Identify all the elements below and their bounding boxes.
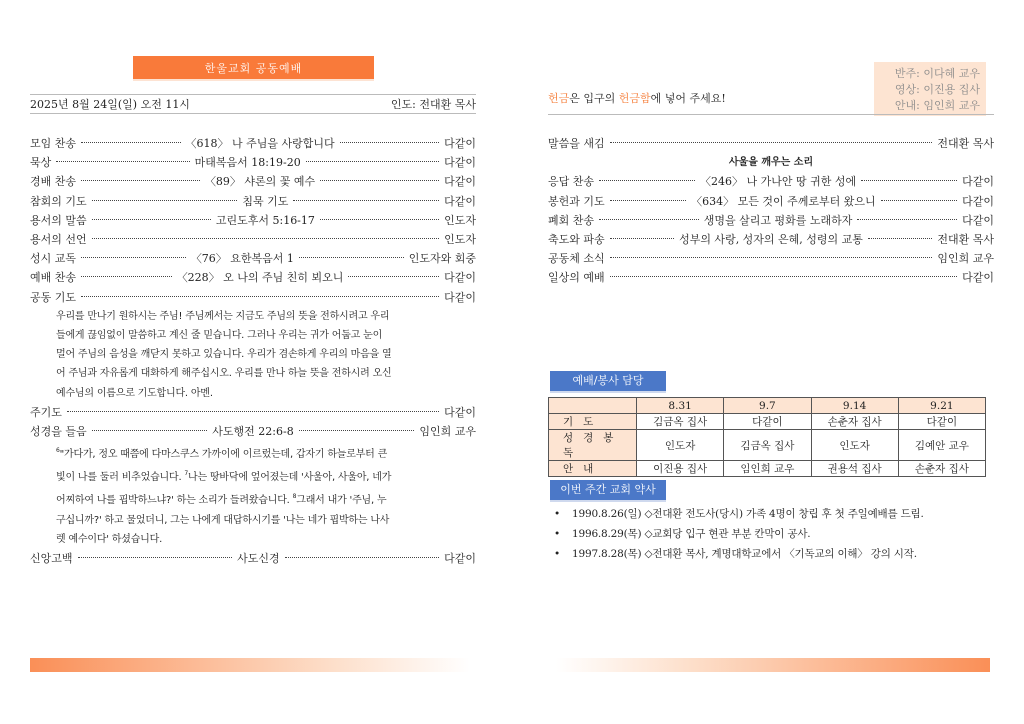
order-title: 용서의 말씀 (30, 213, 87, 227)
duty-cell: 김금옥 집사 (724, 430, 811, 461)
leader-dots (306, 161, 439, 162)
footer-bar-right (556, 658, 990, 672)
order-right: 다같이 (962, 271, 994, 285)
order-title: 공동체 소식 (548, 252, 605, 266)
history-item (554, 544, 990, 564)
duty-date: 9.7 (724, 398, 811, 414)
duty-row (549, 461, 986, 477)
role-line: 영상: 이진용 집사 (894, 83, 980, 96)
notice-text: 은 입구의 (569, 92, 619, 105)
order-item (30, 288, 476, 307)
duty-date: 9.21 (898, 398, 985, 414)
order-title: 모임 찬송 (30, 137, 77, 150)
service-date: 2025년 8월 24일(일) 오전 11시 (30, 98, 190, 111)
duty-cell: 인도자 (637, 430, 724, 461)
leader-dots (861, 180, 957, 181)
leader-dots (56, 161, 189, 162)
leader-dots (340, 142, 439, 143)
order-item (548, 230, 994, 249)
leader-dots (857, 219, 957, 220)
duty-row (549, 414, 986, 430)
prayer-line: 멀어 주님의 음성을 깨닫지 못하고 있습니다. 우리가 겸손하게 우리의 마음을 열 (56, 349, 392, 361)
leader-dots (610, 276, 957, 277)
leader-dots (320, 219, 439, 220)
order-center: 〈634〉 모든 것이 주께로부터 왔으니 (691, 194, 876, 208)
divider (548, 114, 994, 115)
duty-header-row (549, 398, 986, 414)
order-right: 다같이 (444, 405, 476, 419)
order-center: 〈618〉 나 주님을 사랑합니다 (185, 137, 335, 150)
leader-dots (78, 557, 233, 558)
leader-dots (92, 430, 208, 431)
scripture-line (56, 441, 476, 464)
order-center: 〈89〉 샤론의 꽃 예수 (204, 175, 316, 189)
order-center: 침묵 기도 (242, 194, 289, 208)
leader-dots (868, 238, 932, 239)
order-title: 폐회 찬송 (548, 213, 595, 227)
leader-dots (610, 257, 933, 258)
order-title: 성시 교독 (30, 252, 77, 266)
order-title: 신앙고백 (30, 552, 73, 566)
duty-cell: 다같이 (898, 414, 985, 430)
leader-dots (599, 180, 695, 181)
order-center: 〈246〉 나 가나안 땅 귀한 성에 (700, 175, 857, 189)
order-center: 성부의 사랑, 성자의 은혜, 성령의 교통 (679, 232, 863, 246)
order-title: 봉헌과 기도 (548, 194, 605, 208)
duty-role: 성경봉독 (549, 430, 637, 461)
prayer-line: 예수님의 이름으로 기도합니다. 아멘. (56, 387, 213, 399)
bullet: • (554, 548, 560, 560)
verse-number: 6 (56, 447, 60, 455)
order-item (30, 268, 476, 287)
notice-highlight: 헌금 (548, 92, 570, 105)
duty-row (549, 430, 986, 461)
leader-dots (81, 257, 186, 258)
scripture-line (56, 464, 476, 487)
order-item-sermon (548, 134, 994, 153)
order-center: 생명을 살리고 평화를 노래하자 (703, 213, 853, 227)
role-line: 안내: 임인희 교우 (894, 99, 980, 112)
order-center: 마태복음서 18:19-20 (194, 156, 301, 170)
order-title: 응답 찬송 (548, 175, 595, 189)
order-title: 경배 찬송 (30, 175, 77, 189)
verse-number: 7 (184, 470, 189, 478)
leader-dots (599, 219, 699, 220)
order-item-lords-prayer (30, 403, 476, 422)
verse-text: 빛이 나를 둘러 비추었습니다. (56, 472, 185, 484)
duty-cell: 임인희 교우 (724, 461, 811, 477)
order-item (548, 172, 994, 191)
worship-order-left (30, 134, 476, 568)
order-right: 인도자 (444, 213, 477, 227)
sermon-title: 사울을 깨우는 소리 (728, 157, 814, 169)
right-page (548, 0, 994, 724)
order-item (30, 192, 476, 211)
notice-highlight: 헌금함 (618, 92, 651, 105)
leader-dots (610, 238, 674, 239)
leader-dots (299, 257, 404, 258)
order-center: 〈228〉 오 나의 주님 친히 뵈오니 (176, 271, 344, 285)
history-text: 1997.8.28(목) ◇전대환 목사, 계명대학교에서 〈기독교의 이해〉 강의 시작. (572, 548, 917, 560)
service-roles (874, 62, 986, 116)
order-right: 다같이 (444, 194, 477, 208)
leader-dots (299, 430, 415, 431)
leader-dots (610, 200, 686, 201)
order-right: 임인희 교우 (937, 252, 994, 266)
order-right: 다같이 (444, 156, 477, 170)
history-section-tag: 이번 주간 교회 약사 (550, 480, 666, 500)
leader-dots (320, 180, 439, 181)
worship-order-right (548, 134, 994, 288)
order-right: 인도자 (444, 232, 476, 246)
duty-cell: 김예안 교우 (898, 430, 985, 461)
date-line (30, 94, 476, 114)
history-text: 1990.8.26(일) ◇전대환 전도사(당시) 가족 4명이 창립 후 첫 주일예배를 드림. (572, 508, 924, 520)
order-item-scripture (30, 422, 476, 441)
order-item (30, 249, 476, 268)
order-right: 다같이 (962, 194, 994, 208)
notice-text: 에 넣어 주세요! (650, 92, 726, 105)
order-right: 다같이 (962, 175, 994, 189)
leader-dots (92, 219, 211, 220)
leader-dots (293, 200, 439, 201)
bullet: • (554, 508, 560, 520)
duty-date: 8.31 (637, 398, 724, 414)
history-item (554, 524, 990, 544)
order-center: 고린도후서 5:16-17 (215, 213, 315, 227)
leader-dots (881, 200, 957, 201)
order-title: 예배 찬송 (30, 271, 77, 285)
leader-dots (348, 276, 439, 277)
worship-banner: 한울교회 공동예배 (133, 56, 374, 81)
verse-text: 그래서 내가 '주님, 누 (296, 495, 387, 507)
order-center: 사도행전 22:6-8 (212, 424, 294, 438)
order-item-creed (30, 549, 476, 568)
verse-text: 구십니까?' 하고 물었더니, 그는 나에게 대답하시기를 '나는 네가 핍박하는 나사 (56, 514, 390, 526)
order-center: 사도신경 (237, 552, 280, 566)
order-center: 〈76〉 요한복음서 1 (190, 252, 294, 266)
role-line: 반주: 이다혜 교우 (894, 67, 980, 80)
order-title: 용서의 선언 (30, 232, 87, 246)
leader-dots (81, 296, 439, 297)
leader-dots (81, 276, 172, 277)
order-item (30, 211, 476, 230)
duty-cell: 이진용 집사 (637, 461, 724, 477)
verse-text: 어찌하여 나를 핍박하느냐?' 하는 소리가 들려왔습니다. (56, 495, 293, 507)
duty-cell: 인도자 (811, 430, 898, 461)
order-right: 전대환 목사 (937, 137, 994, 150)
prayer-line: 어 주님과 자유롭게 대화하게 해주십시오. 우리를 만나 하늘 뜻을 전하시려 오신 (56, 368, 392, 380)
order-title: 일상의 예배 (548, 271, 605, 285)
order-item (30, 134, 476, 153)
scripture-line (56, 530, 476, 549)
duty-date: 9.14 (811, 398, 898, 414)
prayer-line: 우리를 만나기 원하시는 주님! 주님께서는 지금도 주님의 뜻을 전하시려고 우리 (56, 310, 390, 322)
history-text: 1996.8.29(목) ◇교회당 입구 현관 부분 칸막이 공사. (572, 528, 811, 540)
scripture-text (30, 441, 476, 549)
duty-role: 안내 (549, 461, 637, 477)
service-leader: 인도: 전대환 목사 (390, 98, 476, 111)
verse-text: 나는 땅바닥에 엎어졌는데 '사울아, 사울아, 네가 (188, 472, 392, 484)
order-right: 임인희 교우 (419, 424, 477, 438)
duty-cell: 손춘자 집사 (898, 461, 985, 477)
duty-cell: 다같이 (724, 414, 811, 430)
order-right: 다같이 (444, 137, 476, 150)
leader-dots (610, 142, 933, 143)
order-item (548, 268, 994, 287)
left-page (30, 0, 476, 724)
verse-text: "가다가, 정오 때쯤에 다마스쿠스 가까이에 이르렀는데, 갑자기 하늘로부터 큰 (59, 449, 388, 461)
duty-corner (549, 398, 637, 414)
duty-cell: 손춘자 집사 (811, 414, 898, 430)
history-item (554, 504, 990, 524)
order-item (548, 211, 994, 230)
order-item (30, 230, 476, 249)
history-list (554, 504, 990, 564)
leader-dots (285, 557, 440, 558)
order-item (30, 172, 476, 191)
leader-dots (81, 180, 200, 181)
order-title: 성경을 들음 (30, 424, 87, 438)
order-right: 인도자와 회중 (408, 252, 476, 266)
duty-table (548, 397, 986, 477)
order-right: 다같이 (444, 552, 477, 566)
duty-section-tag: 예배/봉사 담당 (550, 371, 666, 391)
order-title: 묵상 (30, 156, 52, 170)
order-title: 축도와 파송 (548, 232, 605, 246)
footer-bar-left (30, 658, 470, 672)
order-title: 공동 기도 (30, 290, 77, 304)
leader-dots (92, 238, 439, 239)
leader-dots (81, 142, 180, 143)
scripture-line (56, 511, 476, 530)
order-item (548, 249, 994, 268)
leader-dots (92, 200, 238, 201)
bullet: • (554, 528, 560, 540)
order-item (30, 153, 476, 172)
order-right: 다같이 (444, 271, 476, 285)
duty-cell: 김금옥 집사 (637, 414, 724, 430)
order-right: 전대환 목사 (937, 232, 994, 246)
order-right: 다같이 (962, 213, 995, 227)
prayer-text (30, 307, 476, 403)
duty-cell: 권용석 집사 (811, 461, 898, 477)
scripture-line (56, 487, 476, 510)
verse-text: 렛 예수이다' 하셨습니다. (56, 533, 163, 545)
order-title: 주기도 (30, 405, 62, 419)
duty-role: 기도 (549, 414, 637, 430)
order-right: 다같이 (444, 175, 476, 189)
order-title: 말씀을 새김 (548, 137, 605, 150)
order-right: 다같이 (444, 290, 476, 304)
order-title: 참회의 기도 (30, 194, 87, 208)
verse-number: 8 (292, 493, 297, 501)
offering-notice (548, 90, 726, 106)
prayer-line: 들에게 끊임없이 말씀하고 계신 줄 믿습니다. 그러나 우리는 귀가 어둡고 눈이 (56, 329, 383, 341)
leader-dots (67, 411, 439, 412)
order-item (548, 192, 994, 211)
